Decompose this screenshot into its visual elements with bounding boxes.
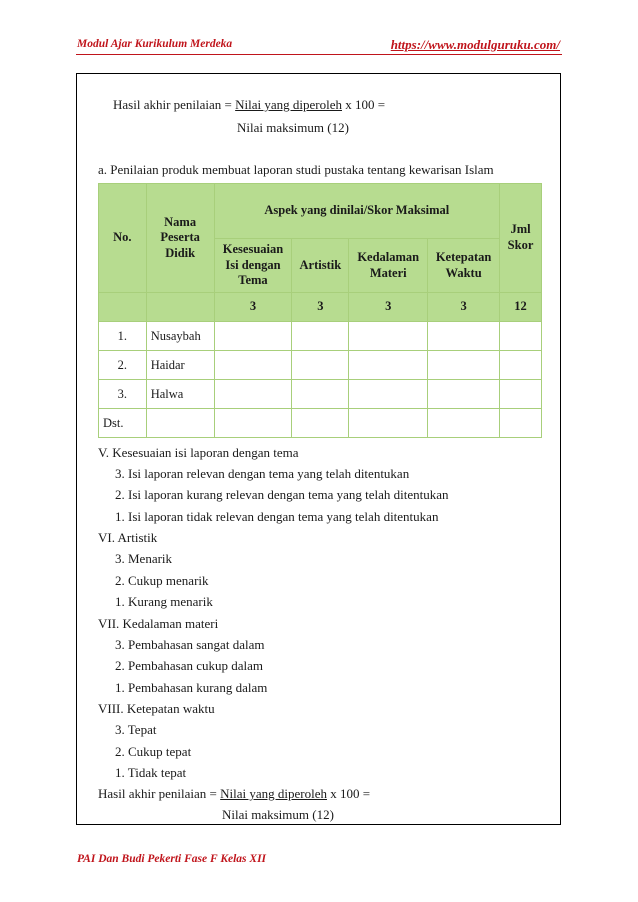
score-cell[interactable] bbox=[214, 322, 292, 351]
criteria-item: 1. Kurang menarik bbox=[115, 594, 213, 609]
score-cell[interactable] bbox=[428, 322, 500, 351]
col-header-aspect: Kedalaman Materi bbox=[349, 239, 428, 293]
col-header-aspect: Artistik bbox=[292, 239, 349, 293]
table-row bbox=[99, 380, 542, 409]
formula-bottom-numerator: Nilai yang diperoleh bbox=[220, 786, 327, 801]
student-name: Haidar bbox=[146, 351, 214, 380]
criteria-title: VI. Artistik bbox=[98, 530, 158, 545]
formula-top-numerator-line bbox=[113, 97, 385, 113]
student-name bbox=[146, 409, 214, 438]
col-header-aspect: Kesesuaian Isi dengan Tema bbox=[214, 239, 292, 293]
score-cell[interactable] bbox=[349, 322, 428, 351]
table-row bbox=[99, 351, 542, 380]
col-header-no: No. bbox=[99, 184, 147, 293]
col-header-total: Jml Skor bbox=[500, 184, 542, 293]
total-cell[interactable] bbox=[500, 409, 542, 438]
max-score-spacer bbox=[99, 293, 147, 322]
row-number: Dst. bbox=[99, 409, 147, 438]
header-module-title: Modul Ajar Kurikulum Merdeka bbox=[77, 38, 233, 50]
header-divider bbox=[76, 54, 562, 55]
criteria-item: 2. Cukup tepat bbox=[115, 744, 192, 759]
score-cell[interactable] bbox=[214, 409, 292, 438]
criteria-title: VIII. Ketepatan waktu bbox=[98, 701, 215, 716]
total-cell[interactable] bbox=[500, 380, 542, 409]
formula-top-suffix: x 100 = bbox=[342, 97, 386, 112]
max-score-total: 12 bbox=[500, 293, 542, 322]
criteria-item: 2. Pembahasan cukup dalam bbox=[115, 658, 264, 673]
col-header-name: Nama Peserta Didik bbox=[146, 184, 214, 293]
criteria-item: 1. Tidak tepat bbox=[115, 765, 187, 780]
criteria-item: 3. Pembahasan sangat dalam bbox=[115, 637, 265, 652]
score-cell[interactable] bbox=[292, 351, 349, 380]
formula-bottom-prefix: Hasil akhir penilaian = bbox=[98, 786, 221, 801]
formula-bottom-numerator-line bbox=[98, 786, 370, 802]
max-score: 3 bbox=[428, 293, 500, 322]
assessment-table bbox=[98, 183, 542, 438]
student-name: Halwa bbox=[146, 380, 214, 409]
score-cell[interactable] bbox=[292, 322, 349, 351]
criteria-item: 3. Isi laporan relevan dengan tema yang telah ditentukan bbox=[115, 466, 410, 481]
criteria-item: 1. Pembahasan kurang dalam bbox=[115, 680, 268, 695]
criteria-item: 2. Cukup menarik bbox=[115, 573, 209, 588]
max-score: 3 bbox=[292, 293, 349, 322]
section-a-title: a. Penilaian produk membuat laporan studi pustaka tentang kewarisan Islam bbox=[98, 162, 494, 177]
score-cell[interactable] bbox=[292, 380, 349, 409]
max-score: 3 bbox=[349, 293, 428, 322]
row-number: 1. bbox=[99, 322, 147, 351]
score-cell[interactable] bbox=[428, 351, 500, 380]
total-cell[interactable] bbox=[500, 322, 542, 351]
total-cell[interactable] bbox=[500, 351, 542, 380]
table-row bbox=[99, 322, 542, 351]
criteria-title: V. Kesesuaian isi laporan dengan tema bbox=[98, 445, 299, 460]
header-website-link[interactable]: https://www.modulguruku.com/ bbox=[390, 37, 560, 52]
max-score-spacer bbox=[146, 293, 214, 322]
score-cell[interactable] bbox=[214, 351, 292, 380]
col-header-aspects: Aspek yang dinilai/Skor Maksimal bbox=[214, 184, 499, 239]
formula-bottom-denominator: Nilai maksimum (12) bbox=[222, 807, 334, 822]
score-cell[interactable] bbox=[349, 380, 428, 409]
formula-top-prefix: Hasil akhir penilaian = bbox=[113, 97, 236, 112]
max-score: 3 bbox=[214, 293, 292, 322]
footer-subject-title: PAI Dan Budi Pekerti Fase F Kelas XII bbox=[77, 853, 267, 865]
formula-top-denominator: Nilai maksimum (12) bbox=[237, 120, 349, 135]
row-number: 3. bbox=[99, 380, 147, 409]
score-cell[interactable] bbox=[428, 380, 500, 409]
score-cell[interactable] bbox=[428, 409, 500, 438]
formula-top-numerator: Nilai yang diperoleh bbox=[235, 97, 342, 112]
row-number: 2. bbox=[99, 351, 147, 380]
score-cell[interactable] bbox=[214, 380, 292, 409]
col-header-aspect: Ketepatan Waktu bbox=[428, 239, 500, 293]
criteria-item: 3. Tepat bbox=[115, 722, 157, 737]
criteria-item: 3. Menarik bbox=[115, 551, 173, 566]
criteria-title: VII. Kedalaman materi bbox=[98, 616, 219, 631]
criteria-item: 2. Isi laporan kurang relevan dengan tema yang telah ditentukan bbox=[115, 487, 449, 502]
criteria-item: 1. Isi laporan tidak relevan dengan tema yang telah ditentukan bbox=[115, 509, 439, 524]
score-cell[interactable] bbox=[292, 409, 349, 438]
formula-bottom-suffix: x 100 = bbox=[327, 786, 371, 801]
student-name: Nusaybah bbox=[146, 322, 214, 351]
score-cell[interactable] bbox=[349, 409, 428, 438]
table-row bbox=[99, 409, 542, 438]
score-cell[interactable] bbox=[349, 351, 428, 380]
